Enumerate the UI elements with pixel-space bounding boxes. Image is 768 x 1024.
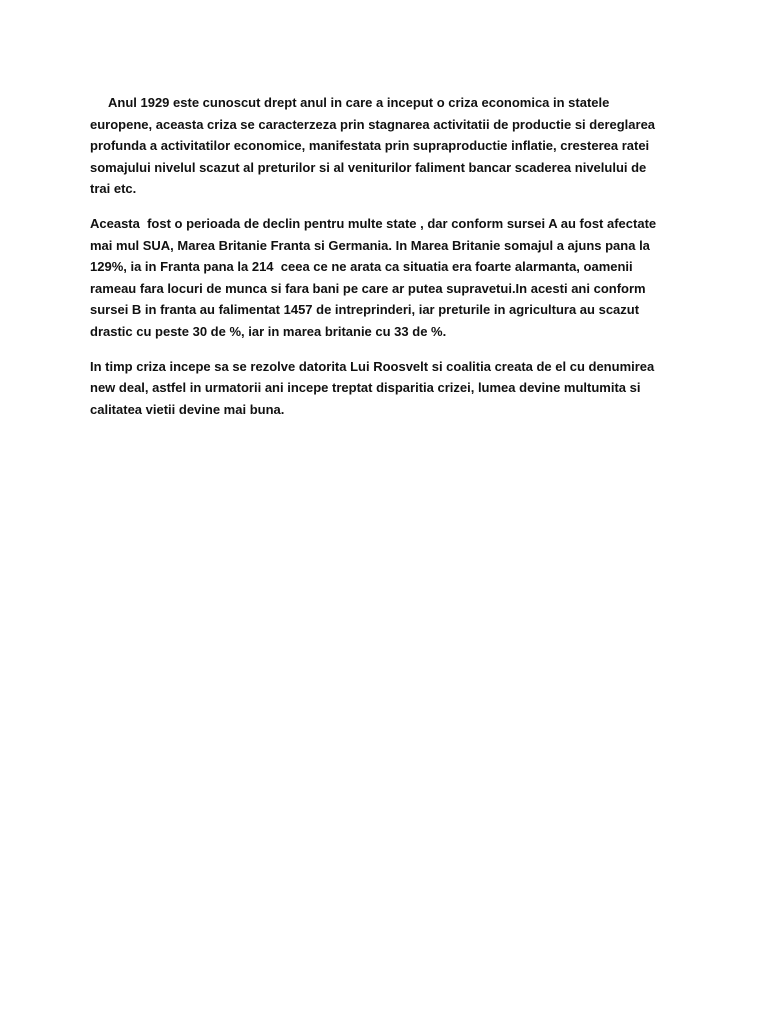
text-line: mai mul SUA, Marea Britanie Franta si Germania. In Marea Britanie somajul a ajuns pana la — [90, 237, 650, 253]
text-line: In timp criza incepe sa se rezolve datorita Lui Roosvelt si coalitia creata de el cu denumirea — [90, 358, 655, 374]
paragraph-1 — [90, 92, 690, 200]
paragraph-3 — [90, 356, 690, 421]
text-line: calitatea vietii devine mai buna. — [90, 401, 285, 417]
paragraph-2 — [90, 213, 690, 343]
text-line: Aceasta fost o perioada de declin pentru multe state , dar conform sursei A au fost afectate — [90, 215, 657, 231]
text-line: somajului nivelul scazut al preturilor si al veniturilor faliment bancar scaderea nivelului de — [90, 159, 647, 175]
text-line: trai etc. — [90, 181, 137, 197]
text-line: new deal, astfel in urmatorii ani incepe treptat disparitia crizei, lumea devine multumita si — [90, 380, 641, 396]
text-line: profunda a activitatilor economice, manifestata prin supraproductie inflatie, cresterea ratei — [90, 138, 650, 154]
text-line: sursei B in franta au falimentat 1457 de intreprinderi, iar preturile in agricultura au scazut — [90, 302, 640, 318]
text-line: drastic cu peste 30 de %, iar in marea britanie cu 33 de %. — [90, 323, 447, 339]
text-line: 129%, ia in Franta pana la 214 ceea ce ne arata ca situatia era foarte alarmanta, oamenii — [90, 259, 633, 275]
text-line: Anul 1929 este cunoscut drept anul in care a inceput o criza economica in statele — [108, 95, 610, 110]
text-line: rameau fara locuri de munca si fara bani pe care ar putea supravetui.In acesti ani conform — [90, 280, 646, 296]
text-line: europene, aceasta criza se caracterzeza prin stagnarea activitatii de productie si dereglarea — [90, 116, 656, 132]
document-body — [90, 92, 690, 433]
